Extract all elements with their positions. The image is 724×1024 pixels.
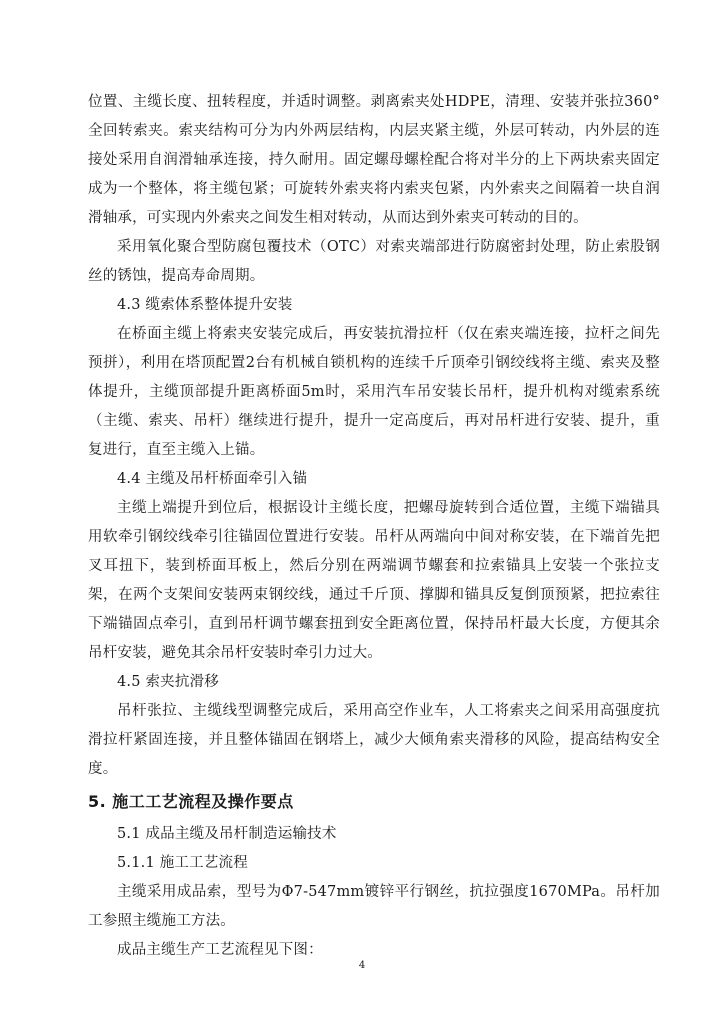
heading-section-5: 5. 施工工艺流程及操作要点 — [88, 792, 294, 811]
page-number: 4 — [358, 960, 366, 971]
heading-4-4: 4.4 主缆及吊杆桥面牵引入锚 — [117, 471, 308, 487]
paragraph-4-3: 在桥面主缆上将索夹安装完成后，再安装抗滑拉杆（仅在索夹端连接，拉杆之间先预拼），利用在塔顶配置2台有机械自锁机构的连续千斤顶牵引钢绞线将主缆、索夹及整体提升，主缆顶部提升距离桥面5m时，采用汽车吊安装长吊杆，提升机构对缆索系统（主缆、索夹、吊杆）继续进行提升，提升一定高度后，再对吊杆进行安装、提升，重复进行，直至主缆入上锚。 — [88, 326, 660, 458]
heading-4-5: 4.5 索夹抗滑移 — [117, 674, 219, 690]
heading-4-3: 4.3 缆索体系整体提升安装 — [117, 297, 293, 313]
paragraph-5-1-1: 主缆采用成品索，型号为Φ7-547mm镀锌平行钢丝，抗拉强度1670MPa。吊杆加工参照主缆施工方法。 — [88, 884, 660, 929]
paragraph-cable-clamp-structure: 位置、主缆长度、扭转程度，并适时调整。剥离索夹处HDPE，清理、安装并张拉360° 全回转索夹。索夹结构可分为内外两层结构，内层夹紧主缆，外层可转动，内外层的连接处采用自润滑轴承连接，持久耐用。固定螺母螺栓配合将对半分的上下两块索夹固定成为一个整体，将主缆包紧；可旋转外索夹将内索夹包紧，内外索夹之间隔着一块自润滑轴承，可实现内外索夹之间发生相对转动，从而达到外索夹可转动的目的。 — [88, 94, 660, 226]
heading-5-1-1: 5.1.1 施工工艺流程 — [117, 855, 248, 871]
heading-5-1: 5.1 成品主缆及吊杆制造运输技术 — [117, 826, 337, 842]
paragraph-4-5: 吊杆张拉、主缆线型调整完成后，采用高空作业车，人工将索夹之间采用高强度抗滑拉杆紧固连接，并且整体锚固在钢塔上，减少大倾角索夹滑移的风险，提高结构安全度。 — [88, 703, 660, 777]
document-body — [88, 88, 660, 965]
paragraph-4-4: 主缆上端提升到位后，根据设计主缆长度，把螺母旋转到合适位置，主缆下端锚具用软牵引钢绞线牵引往锚固位置进行安装。吊杆从两端向中间对称安装，在下端首先把叉耳扭下，装到桥面耳板上，然后分别在两端调节螺套和拉索锚具上安装一个张拉支架，在两个支架间安装两束钢绞线，通过千斤顶、撑脚和锚具反复倒顶预紧，把拉索往下端锚固点牵引，直到吊杆调节螺套扭到安全距离位置，保持吊杆最大长度，方便其余吊杆安装，避免其余吊杆安装时牵引力过大。 — [88, 500, 660, 661]
paragraph-flow-reference: 成品主缆生产工艺流程见下图： — [117, 942, 323, 958]
paragraph-anticorrosion: 采用氧化聚合型防腐包覆技术（OTC）对索夹端部进行防腐密封处理，防止索股钢丝的锈蚀，提高寿命周期。 — [88, 239, 660, 284]
